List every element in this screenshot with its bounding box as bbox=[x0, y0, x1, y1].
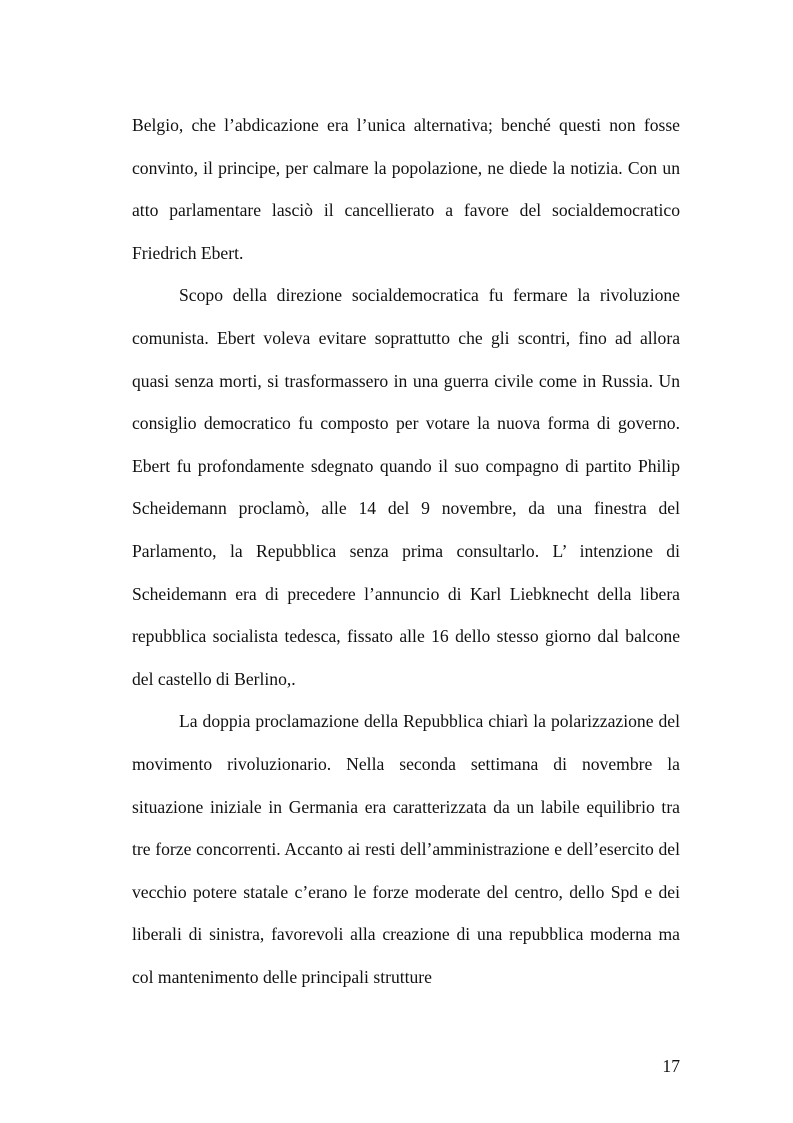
paragraph-ebert-revolution: Scopo della direzione socialdemocratica fu fermare la rivoluzione comunista. Ebert voleva evitare soprattutto che gli scontri, fino ad allora quasi senza morti, si trasformassero in una guerra civile come in Russia. Un consiglio democratico fu composto per votare la nuova forma di governo. Ebert fu profondamente sdegnato quando il suo compagno di partito Philip Scheidemann proclamò, alle 14 del 9 novembre, da una finestra del Parlamento, la Repubblica senza prima consultarlo. L’ intenzione di Scheidemann era di precedere l’annuncio di Karl Liebknecht della libera repubblica socialista tedesca, fissato alle 16 dello stesso giorno dal balcone del castello di Berlino,. bbox=[132, 285, 680, 689]
page-number: 17 bbox=[662, 1056, 680, 1076]
body-text bbox=[132, 104, 680, 998]
paragraph-double-proclamation: La doppia proclamazione della Repubblica chiarì la polarizzazione del movimento rivoluzionario. Nella seconda settimana di novembre la situazione iniziale in Germania era caratterizzata da un labile equilibrio tra tre forze concorrenti. Accanto ai resti dell’amministrazione e dell’esercito del vecchio potere statale c’erano le forze moderate del centro, dello Spd e dei liberali di sinistra, favorevoli alla creazione di una repubblica moderna ma col mantenimento delle principali strutture bbox=[132, 711, 680, 987]
paragraph-continuation: Belgio, che l’abdicazione era l’unica alternativa; benché questi non fosse convinto, il principe, per calmare la popolazione, ne diede la notizia. Con un atto parlamentare lasciò il cancellierato a favore del socialdemocratico Friedrich Ebert. bbox=[132, 115, 680, 263]
